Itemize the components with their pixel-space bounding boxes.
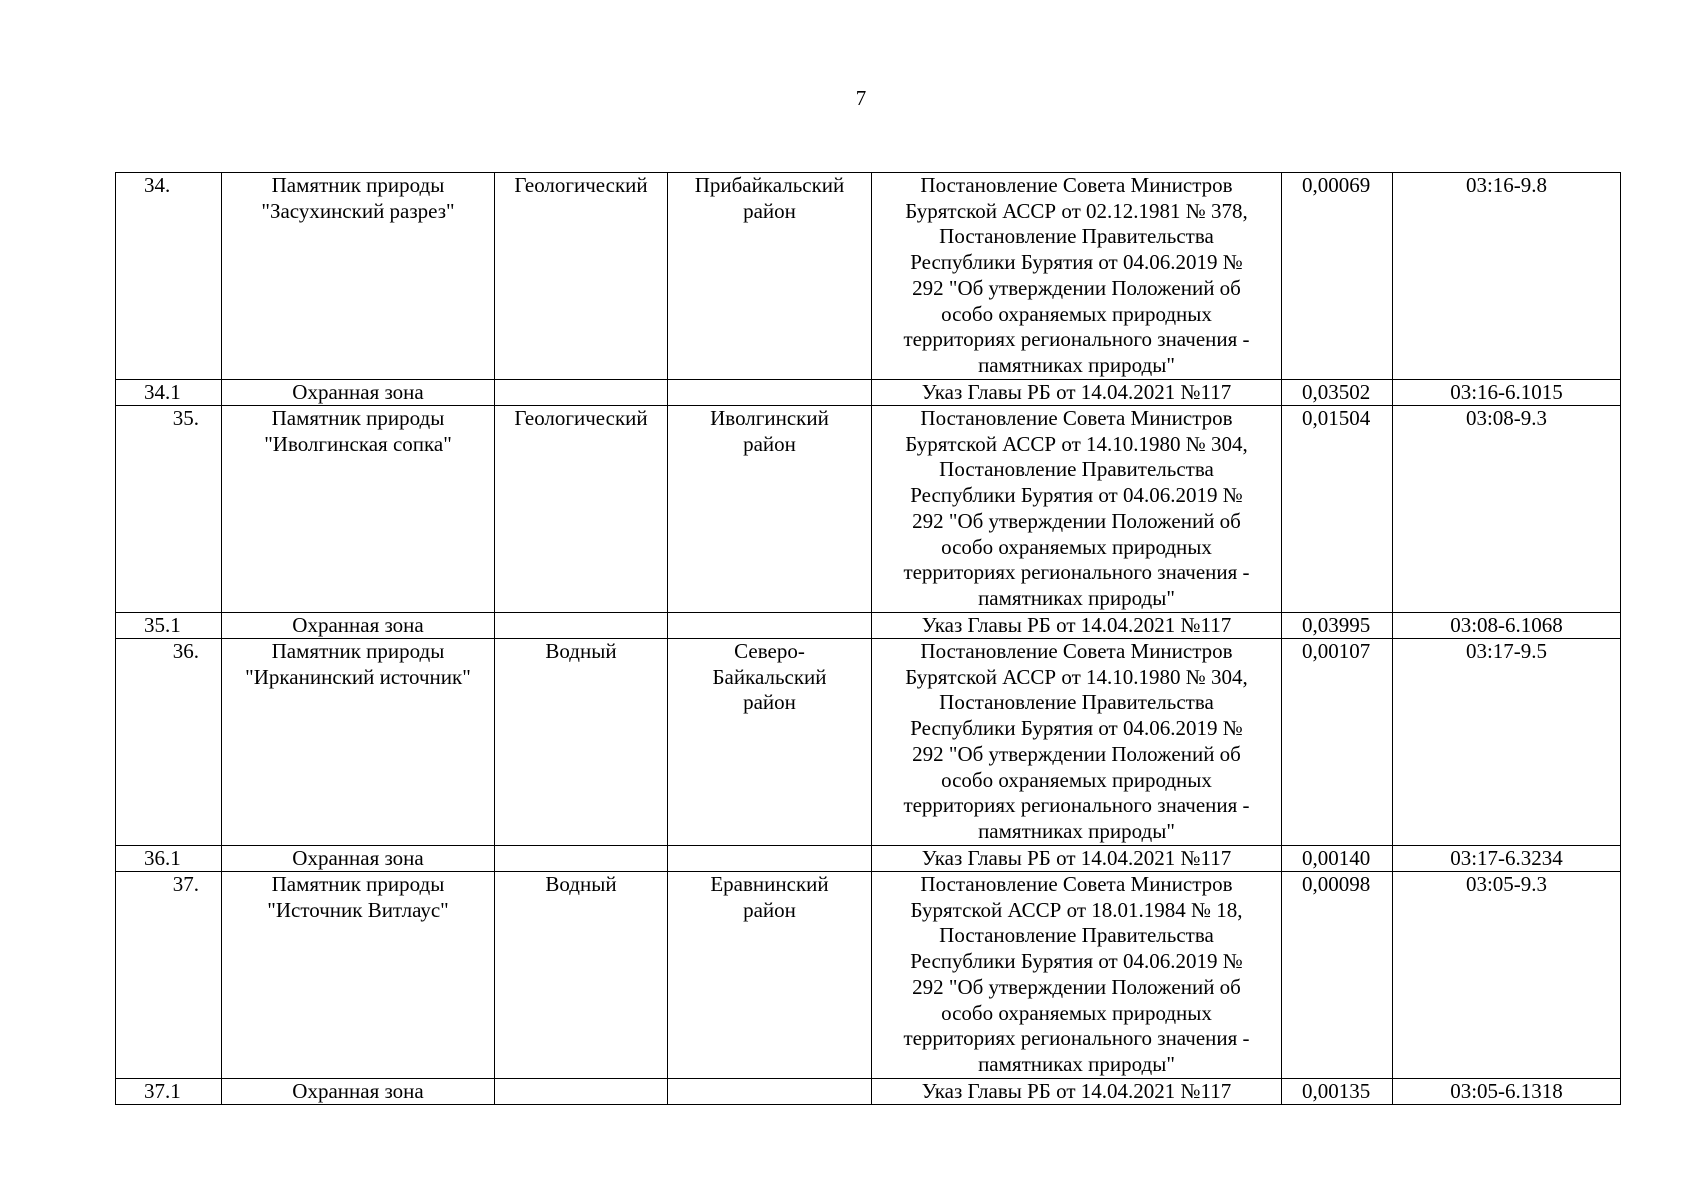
area-cell: 0,00140: [1282, 846, 1393, 872]
legal-document-line: Указ Главы РБ от 14.04.2021 №117: [921, 613, 1232, 637]
profile-cell: [495, 846, 668, 872]
row-number-cell: 35.: [116, 406, 222, 613]
monument-row: [116, 173, 1621, 380]
row-number-cell: 36.1: [116, 846, 222, 872]
legal-document-line: 292 "Об утверждении Положений об: [912, 275, 1241, 300]
monument-name-cell: [222, 639, 495, 846]
location-cell: [668, 406, 872, 613]
profile-cell: [495, 1079, 668, 1105]
registry-code-cell: 03:17-6.3234: [1393, 846, 1621, 872]
legal-document-line: территориях регионального значения -: [903, 327, 1250, 352]
legal-document-line: Республики Бурятия от 04.06.2019 №: [910, 483, 1243, 508]
monument-name-cell: [222, 846, 495, 872]
legal-document-cell: [872, 173, 1282, 380]
monument-name-cell: [222, 613, 495, 639]
row-number-cell: 37.1: [116, 1079, 222, 1105]
monument-name-line: "Иволгинская сопка": [264, 431, 452, 456]
area-cell: 0,00069: [1282, 173, 1393, 380]
location-line: Еравнинский: [710, 872, 829, 896]
location-line: Прибайкальский: [694, 173, 845, 197]
legal-document-cell: [872, 613, 1282, 639]
legal-document-line: территориях регионального значения -: [903, 560, 1250, 585]
legal-document-line: Бурятской АССР от 14.10.1980 № 304,: [905, 431, 1248, 456]
legal-document-line: особо охраняемых природных: [941, 301, 1212, 326]
monument-name-line: Памятник природы: [271, 173, 445, 197]
location-line: район: [743, 897, 796, 922]
location-cell: [668, 639, 872, 846]
legal-document-line: Постановление Совета Министров: [920, 173, 1233, 197]
legal-document-line: 292 "Об утверждении Положений об: [912, 508, 1241, 533]
monument-name-line: "Засухинский разрез": [261, 198, 455, 223]
legal-document-line: Постановление Совета Министров: [920, 639, 1233, 663]
legal-document-line: Постановление Правительства: [939, 457, 1214, 482]
legal-document-line: Указ Главы РБ от 14.04.2021 №117: [921, 1079, 1232, 1103]
legal-document-line: особо охраняемых природных: [941, 1000, 1212, 1025]
profile-cell: [495, 380, 668, 406]
registry-code-cell: 03:08-6.1068: [1393, 613, 1621, 639]
profile-cell: Геологический: [495, 173, 668, 380]
row-number-cell: 37.: [116, 872, 222, 1079]
location-cell: [668, 613, 872, 639]
profile-cell: Водный: [495, 639, 668, 846]
legal-document-line: Постановление Правительства: [939, 224, 1214, 249]
profile-cell: [495, 613, 668, 639]
legal-document-cell: [872, 872, 1282, 1079]
monument-name-cell: [222, 173, 495, 380]
location-line: район: [743, 690, 796, 715]
legal-document-line: памятниках природы": [978, 352, 1175, 377]
registry-table: [115, 172, 1621, 1105]
monument-row: [116, 639, 1621, 846]
location-line: район: [743, 198, 796, 223]
legal-document-line: 292 "Об утверждении Положений об: [912, 974, 1241, 999]
monument-name-line: "Ирканинский источник": [245, 664, 471, 689]
area-cell: 0,03502: [1282, 380, 1393, 406]
legal-document-line: Бурятской АССР от 02.12.1981 № 378,: [905, 198, 1248, 223]
profile-cell: Водный: [495, 872, 668, 1079]
row-number-cell: 34.1: [116, 380, 222, 406]
legal-document-line: Постановление Правительства: [939, 923, 1214, 948]
row-number-cell: 34.: [116, 173, 222, 380]
monument-row: [116, 406, 1621, 613]
area-cell: 0,00098: [1282, 872, 1393, 1079]
legal-document-line: территориях регионального значения -: [903, 793, 1250, 818]
monument-name-line: "Источник Витлаус": [267, 897, 449, 922]
legal-document-line: Республики Бурятия от 04.06.2019 №: [910, 716, 1243, 741]
monument-name-cell: [222, 872, 495, 1079]
legal-document-cell: [872, 846, 1282, 872]
protection-zone-row: [116, 613, 1621, 639]
monument-name-cell: [222, 406, 495, 613]
page-number: 7: [855, 86, 867, 110]
monument-name-line: Памятник природы: [271, 406, 445, 430]
registry-code-cell: 03:05-9.3: [1393, 872, 1621, 1079]
legal-document-line: Постановление Совета Министров: [920, 872, 1233, 896]
row-number-cell: 36.: [116, 639, 222, 846]
registry-code-cell: 03:08-9.3: [1393, 406, 1621, 613]
legal-document-line: Бурятской АССР от 14.10.1980 № 304,: [905, 664, 1248, 689]
registry-table-body: [116, 173, 1621, 1105]
area-cell: 0,00135: [1282, 1079, 1393, 1105]
location-cell: [668, 872, 872, 1079]
location-cell: [668, 1079, 872, 1105]
monument-name-line: Охранная зона: [292, 613, 424, 637]
legal-document-line: Указ Главы РБ от 14.04.2021 №117: [921, 846, 1232, 870]
protection-zone-row: [116, 1079, 1621, 1105]
area-cell: 0,01504: [1282, 406, 1393, 613]
legal-document-line: Республики Бурятия от 04.06.2019 №: [910, 949, 1243, 974]
monument-name-line: Памятник природы: [271, 639, 445, 663]
protection-zone-row: [116, 846, 1621, 872]
location-line: Северо-: [734, 639, 805, 663]
legal-document-cell: [872, 639, 1282, 846]
legal-document-line: памятниках природы": [978, 818, 1175, 843]
legal-document-cell: [872, 406, 1282, 613]
protection-zone-row: [116, 380, 1621, 406]
monument-name-line: Охранная зона: [292, 1079, 424, 1103]
legal-document-line: памятниках природы": [978, 1051, 1175, 1076]
location-line: Иволгинский: [710, 406, 829, 430]
row-number-cell: 35.1: [116, 613, 222, 639]
monument-name-line: Охранная зона: [292, 846, 424, 870]
monument-name-line: Памятник природы: [271, 872, 445, 896]
legal-document-cell: [872, 1079, 1282, 1105]
registry-code-cell: 03:16-9.8: [1393, 173, 1621, 380]
monument-name-cell: [222, 1079, 495, 1105]
legal-document-line: Бурятской АССР от 18.01.1984 № 18,: [910, 897, 1243, 922]
registry-code-cell: 03:17-9.5: [1393, 639, 1621, 846]
legal-document-line: 292 "Об утверждении Положений об: [912, 741, 1241, 766]
legal-document-line: территориях регионального значения -: [903, 1026, 1250, 1051]
monument-row: [116, 872, 1621, 1079]
area-cell: 0,03995: [1282, 613, 1393, 639]
legal-document-line: Постановление Совета Министров: [920, 406, 1233, 430]
location-cell: [668, 173, 872, 380]
monument-name-line: Охранная зона: [292, 380, 424, 404]
location-cell: [668, 380, 872, 406]
profile-cell: Геологический: [495, 406, 668, 613]
location-line: Байкальский: [712, 664, 827, 689]
legal-document-line: особо охраняемых природных: [941, 767, 1212, 792]
location-cell: [668, 846, 872, 872]
legal-document-line: памятниках природы": [978, 585, 1175, 610]
monument-name-cell: [222, 380, 495, 406]
legal-document-line: Указ Главы РБ от 14.04.2021 №117: [921, 380, 1232, 404]
legal-document-cell: [872, 380, 1282, 406]
legal-document-line: Постановление Правительства: [939, 690, 1214, 715]
registry-code-cell: 03:05-6.1318: [1393, 1079, 1621, 1105]
legal-document-line: Республики Бурятия от 04.06.2019 №: [910, 250, 1243, 275]
registry-code-cell: 03:16-6.1015: [1393, 380, 1621, 406]
legal-document-line: особо охраняемых природных: [941, 534, 1212, 559]
location-line: район: [743, 431, 796, 456]
area-cell: 0,00107: [1282, 639, 1393, 846]
